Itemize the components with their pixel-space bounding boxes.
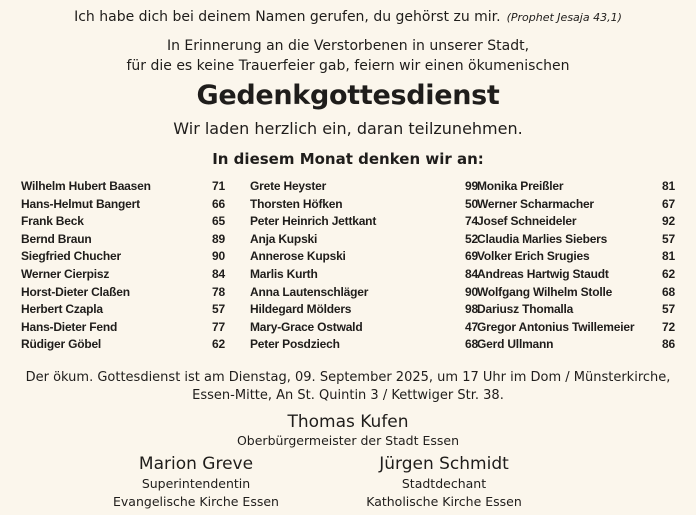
person-age: 99 [465,179,478,193]
person-name: Hildegard Mölders [250,302,352,317]
list-item [477,213,675,231]
person-name: Thorsten Höfken [250,196,343,211]
person-age: 84 [212,266,225,281]
person-name: Frank Beck [21,214,84,229]
month-heading: In diesem Monat denken wir an: [212,150,484,168]
person-age: 86 [662,337,675,352]
names-column-2 [250,178,478,354]
person-age: 62 [662,266,675,281]
person-name: Werner Scharmacher [477,196,594,211]
signatory-left-org: Evangelische Kirche Essen [113,494,279,509]
signatory-right-org: Katholische Kirche Essen [366,494,522,509]
list-item [477,178,675,196]
list-item [250,266,478,284]
person-age: 57 [212,302,225,317]
person-name: Volker Erich Srugies [477,249,590,264]
list-item [477,284,675,302]
list-item [250,213,478,231]
person-age: 50 [465,196,478,211]
page-title: Gedenkgottesdienst [196,80,500,111]
list-item [250,248,478,266]
names-column-3 [477,178,675,354]
person-name: Bernd Braun [21,231,92,246]
list-item [21,266,225,284]
person-name: Hans-Helmut Bangert [21,196,140,211]
service-details-line-2: Essen-Mitte, An St. Quintin 3 / Kettwiger Str. 38. [192,388,504,403]
intro-line-1: In Erinnerung an die Verstorbenen in unserer Stadt, [166,38,530,54]
list-item [250,231,478,249]
person-age: 81 [662,249,675,264]
person-name: Mary-Grace Ostwald [250,319,363,334]
person-name: Herbert Czapla [21,302,103,317]
person-age: 78 [212,284,225,299]
person-age: 72 [662,319,675,334]
person-name: Anja Kupski [250,231,318,246]
person-name: Horst-Dieter Claßen [21,284,130,299]
list-item [250,284,478,302]
list-item [477,266,675,284]
person-name: Siegfried Chucher [21,249,121,264]
names-column-1 [21,178,225,354]
list-item [250,178,478,196]
person-name: Peter Posdziech [250,337,340,352]
list-item [21,248,225,266]
signatory-right-role: Stadtdechant [401,476,487,491]
list-item [21,336,225,354]
motto-reference: (Prophet Jesaja 43,1) [506,11,622,24]
list-item [477,336,675,354]
person-name: Monika Preißler [477,179,564,193]
person-age: 81 [662,179,675,193]
person-age: 67 [662,196,675,211]
person-age: 84 [465,266,478,281]
person-age: 66 [212,196,225,211]
person-age: 57 [662,231,675,246]
person-age: 62 [212,337,225,352]
list-item [477,231,675,249]
person-name: Wilhelm Hubert Baasen [21,179,151,193]
motto-line [0,9,696,25]
list-item [250,196,478,214]
person-name: Grete Heyster [250,179,327,193]
list-item [477,319,675,337]
person-name: Rüdiger Göbel [21,337,102,352]
motto-text: Ich habe dich bei deinem Namen gerufen, du gehörst zu mir. [74,9,501,25]
list-item [21,213,225,231]
person-age: 77 [212,319,225,334]
list-item [21,231,225,249]
signatory-mayor-role: Oberbürgermeister der Stadt Essen [236,433,460,448]
person-name: Gerd Ullmann [477,337,554,352]
person-name: Marlis Kurth [250,266,318,281]
person-age: 68 [465,337,478,352]
person-age: 65 [212,214,225,229]
person-age: 98 [465,302,478,317]
person-name: Dariusz Thomalla [477,302,574,317]
list-item [21,319,225,337]
list-item [477,196,675,214]
person-age: 89 [212,231,225,246]
list-item [21,301,225,319]
person-name: Peter Heinrich Jettkant [250,214,377,229]
person-age: 68 [662,284,675,299]
service-details-line-1: Der ökum. Gottesdienst ist am Dienstag, 09. September 2025, um 17 Uhr im Dom / Münsterkirche, [25,370,671,385]
person-age: 52 [465,231,478,246]
list-item [250,319,478,337]
list-item [250,336,478,354]
person-name: Andreas Hartwig Staudt [477,266,609,281]
person-age: 57 [662,302,675,317]
list-item [250,301,478,319]
invitation-text: Wir laden herzlich ein, daran teilzunehmen. [173,119,523,138]
person-name: Hans-Dieter Fend [21,319,118,334]
person-age: 69 [465,249,478,264]
person-age: 47 [465,319,478,334]
person-name: Wolfgang Wilhelm Stolle [477,284,613,299]
signatory-mayor-name: Thomas Kufen [287,412,409,432]
person-age: 90 [465,284,478,299]
person-age: 90 [212,249,225,264]
person-name: Claudia Marlies Siebers [477,231,608,246]
intro-line-2: für die es keine Trauerfeier gab, feiern wir einen ökumenischen [126,58,570,74]
person-name: Werner Cierpisz [21,266,110,281]
person-name: Gregor Antonius Twillemeier [477,319,635,334]
person-age: 71 [212,179,225,193]
signatory-left-role: Superintendentin [141,476,251,491]
list-item [21,178,225,196]
person-age: 92 [662,214,675,229]
list-item [21,196,225,214]
list-item [21,284,225,302]
person-name: Annerose Kupski [250,249,346,264]
signatory-right-name: Jürgen Schmidt [379,454,509,474]
list-item [477,301,675,319]
person-name: Josef Schneideler [477,214,577,229]
person-age: 74 [465,214,478,229]
list-item [477,248,675,266]
person-name: Anna Lautenschläger [250,284,369,299]
signatory-left-name: Marion Greve [138,454,254,474]
